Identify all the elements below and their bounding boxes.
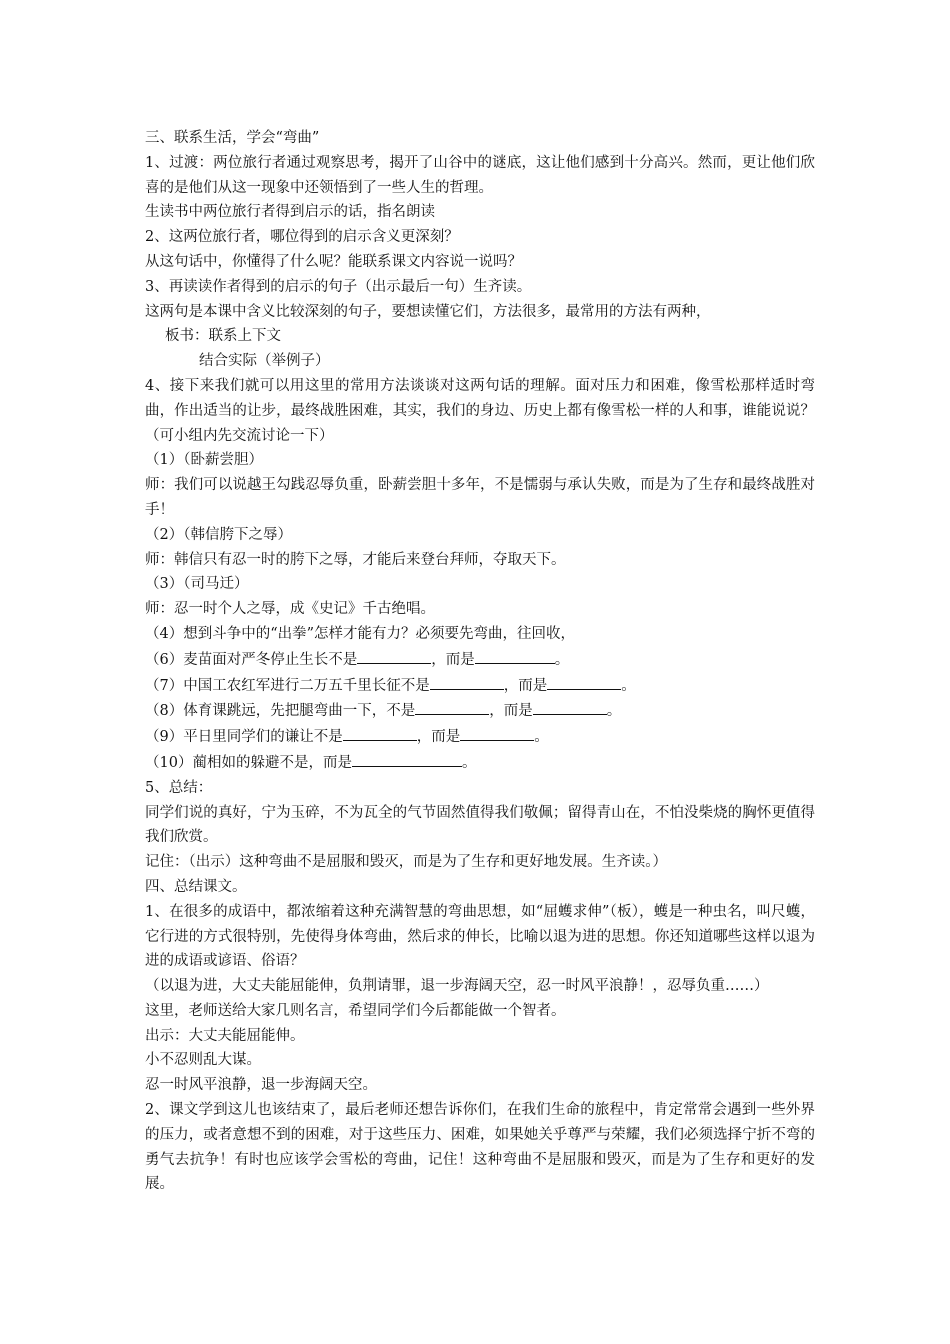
- paragraph: 从这句话中，你懂得了什么呢？能联系课文内容说一说吗？: [145, 253, 522, 270]
- paragraph: 4、接下来我们就可以用这里的常用方法谈谈对这两句话的理解。面对压力和困难，像雪松那样适时弯曲，作出适当的让步，最终战胜困难，其实，我们的身边、历史上都有像雪松一样的人和事，谁能说说？（可小组内先交流讨论一下）: [145, 377, 815, 444]
- paragraph: 生读书中两位旅行者得到启示的话，指名朗读: [145, 204, 435, 221]
- paragraph: 3、再读读作者得到的启示的句子（出示最后一句）生齐读。: [145, 278, 532, 295]
- paragraph: 1、在很多的成语中，都浓缩着这种充满智慧的弯曲思想，如“屈蠖求伸”（板），蠖是一种虫名，叫尺蠖，它行进的方式很特别，先使得身体弯曲，然后求的伸长，比喻以退为进的思想。你还知道哪些这样以退为进的成语或谚语、俗语？: [145, 903, 815, 970]
- item-text: （7）中国工农红军进行二万五千里长征不是: [145, 677, 430, 694]
- fill-blank-item: [145, 750, 815, 776]
- item-text: （6）麦苗面对严冬停止生长不是: [145, 651, 358, 668]
- item-text: ，而是: [431, 651, 475, 668]
- item-text: 。: [534, 729, 549, 746]
- answer-blank[interactable]: [547, 673, 621, 690]
- list-item: （1）（卧薪尝胆）: [145, 452, 263, 469]
- list-item: （4）想到斗争中的“出拳”怎样才能有力？必须要先弯曲，往回收，: [145, 625, 576, 642]
- section-heading: 四、总结课文。: [145, 878, 247, 895]
- list-item: （3）（司马迁）: [145, 576, 249, 593]
- answer-blank[interactable]: [357, 647, 431, 664]
- quote-line: 出示：大丈夫能屈能伸。: [145, 1027, 305, 1044]
- fill-blank-item: [145, 647, 815, 673]
- fill-blank-item: [145, 698, 815, 724]
- item-text: ，而是: [489, 703, 533, 720]
- quote-line: 小不忍则乱大谋。: [145, 1052, 261, 1069]
- fill-blank-item: [145, 673, 815, 699]
- item-text: 。: [461, 754, 477, 771]
- item-text: 。: [554, 651, 570, 668]
- answer-blank[interactable]: [352, 750, 462, 767]
- board-note: 结合实际（举例子）: [199, 353, 330, 370]
- paragraph: 这里，老师送给大家几则名言，希望同学们今后都能做一个智者。: [145, 1002, 566, 1019]
- item-text: ，而是: [503, 677, 548, 694]
- item-text: （10）蔺相如的躲避不是，而是: [145, 754, 352, 771]
- list-item: （2）（韩信胯下之辱）: [145, 526, 292, 543]
- document-body: [145, 126, 815, 1197]
- paragraph: 2、这两位旅行者，哪位得到的启示含义更深刻？: [145, 229, 459, 246]
- answer-blank[interactable]: [475, 647, 555, 664]
- paragraph: 师：我们可以说越王勾践忍辱负重，卧薪尝胆十多年，不是懦弱与承认失败，而是为了生存和最终战胜对手！: [145, 477, 815, 518]
- answer-blank[interactable]: [430, 673, 504, 690]
- item-text: （8）体育课跳远，先把腿弯曲一下，不是: [145, 703, 416, 720]
- paragraph: 这两句是本课中含义比较深刻的句子，要想读懂它们，方法很多，最常用的方法有两种，: [145, 303, 711, 320]
- item-text: ，而是: [416, 729, 461, 746]
- item-text: （9）平日里同学们的谦让不是: [145, 729, 343, 746]
- fill-blank-item: [145, 724, 815, 750]
- section-heading: 三、联系生活，学会“弯曲”: [145, 130, 320, 146]
- answer-blank[interactable]: [533, 698, 607, 715]
- answer-blank[interactable]: [415, 698, 489, 715]
- paragraph: 记住：（出示）这种弯曲不是屈服和毁灭，而是为了生存和更好地发展。生齐读。）: [145, 854, 667, 871]
- answer-blank[interactable]: [343, 724, 417, 741]
- paragraph: 5、总结：: [145, 779, 213, 796]
- item-text: 。: [606, 703, 622, 720]
- paragraph: 师：韩信只有忍一时的胯下之辱，才能后来登台拜师，夺取天下。: [145, 551, 566, 568]
- quote-line: 忍一时风平浪静，退一步海阔天空。: [145, 1077, 377, 1094]
- paragraph: （以退为进，大丈夫能屈能伸，负荆请罪，退一步海阔天空，忍一时风平浪静！，忍辱负重……）: [145, 978, 769, 995]
- paragraph: 1、过渡：两位旅行者通过观察思考，揭开了山谷中的谜底，这让他们感到十分高兴。然而，更让他们欣喜的是他们从这一现象中还领悟到了一些人生的哲理。: [145, 154, 815, 196]
- paragraph: 同学们说的真好，宁为玉碎，不为瓦全的气节固然值得我们敬佩；留得青山在，不怕没柴烧的胸怀更值得我们欣赏。: [145, 804, 815, 846]
- answer-blank[interactable]: [460, 724, 534, 741]
- board-note: 板书：联系上下文: [165, 328, 281, 345]
- paragraph: 师：忍一时个人之辱，成《史记》千古绝唱。: [145, 601, 435, 618]
- paragraph: 2、课文学到这儿也该结束了，最后老师还想告诉你们，在我们生命的旅程中，肯定常常会遇到一些外界的压力，或者意想不到的困难，对于这些压力、困难，如果她关乎尊严与荣耀，我们必须选择宁折不弯的勇气去抗争！有时也应该学会雪松的弯曲，记住！这种弯曲不是屈服和毁灭，而是为了生存和更好的发展。: [145, 1102, 815, 1193]
- item-text: 。: [621, 677, 636, 694]
